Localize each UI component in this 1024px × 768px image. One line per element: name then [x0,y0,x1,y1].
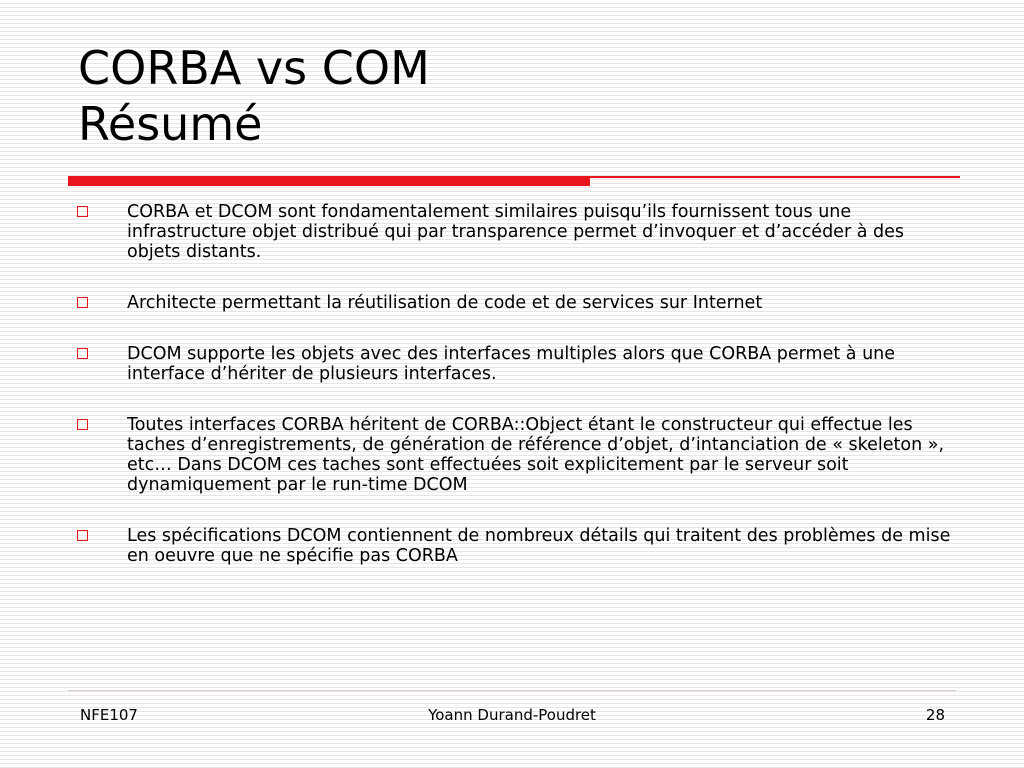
footer-course-code: NFE107 [80,706,138,724]
bullet-text: Toutes interfaces CORBA héritent de CORBA::Object étant le constructeur qui effectue les taches d’enregistrements, de génération de référence d’objet, d’intanciation de « skeleton », etc… Dans DCOM ces taches sont effectuées soit explicitement par le serveur soit dynamiquement par le run-time DCOM [127,415,945,495]
hollow-square-bullet-icon [77,419,88,430]
bullet-text: Architecte permettant la réutilisation de code et de services sur Internet [127,293,763,313]
slide-title-line-1: CORBA vs COM [78,41,430,95]
bullet-list [74,202,954,566]
hollow-square-bullet-icon [77,297,88,308]
footer-page-number: 28 [925,706,945,724]
title-underline-thick [68,176,590,186]
hollow-square-bullet-icon [77,530,88,541]
bullet-text: DCOM supporte les objets avec des interfaces multiples alors que CORBA permet à une interface d’hériter de plusieurs interfaces. [127,344,896,384]
bullet-text: CORBA et DCOM sont fondamentalement similaires puisqu’ils fournissent tous une infrastructure objet distribué qui par transparence permet d’invoquer et d’accéder à des objets distants. [127,202,904,262]
bullet-item [74,293,954,313]
footer-divider [68,690,956,691]
title-underline-thin [590,176,960,178]
footer-author: Yoann Durand-Poudret [428,706,596,724]
bullet-item [74,202,954,262]
bullet-item [74,526,954,566]
bullet-item [74,415,954,495]
bullet-text: Les spécifications DCOM contiennent de nombreux détails qui traitent des problèmes de mise en oeuvre que ne spécifie pas CORBA [127,526,951,566]
slide-title [78,40,430,152]
bullet-item [74,344,954,384]
slide-title-line-2: Résumé [78,97,263,151]
hollow-square-bullet-icon [77,348,88,359]
hollow-square-bullet-icon [77,206,88,217]
